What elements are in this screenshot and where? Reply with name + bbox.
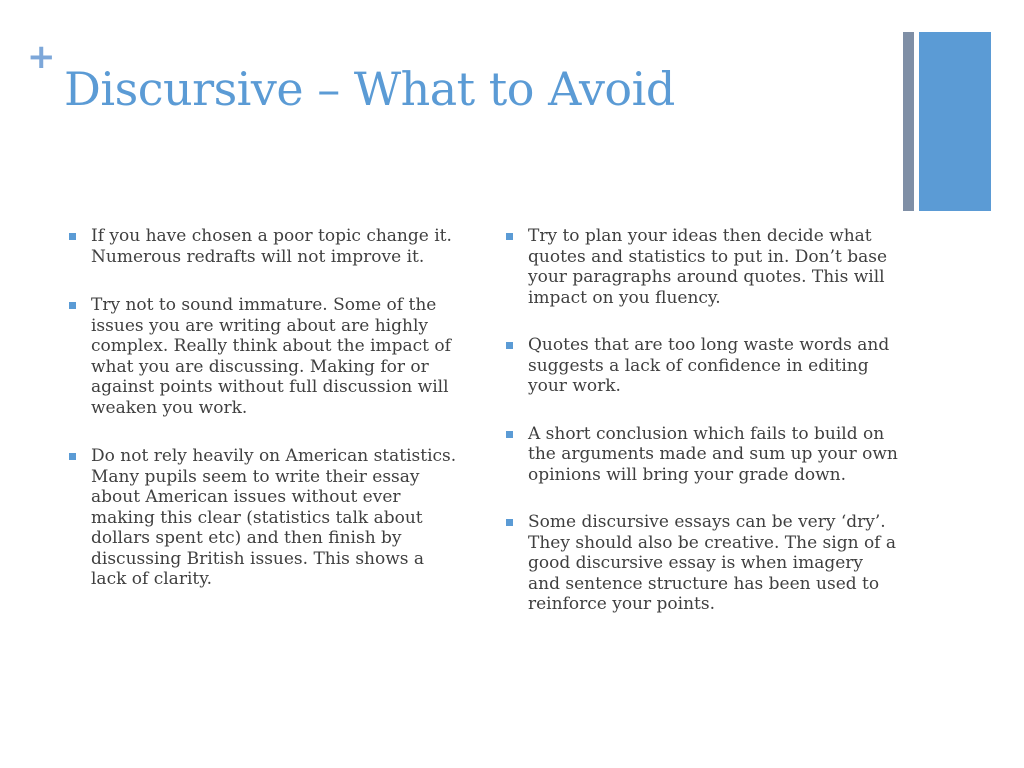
slide-title: Discursive – What to Avoid [64,62,675,116]
bullet-text: Try not to sound immature. Some of the issues you are writing about are highly complex. Really think about the impact of what you are discussing. Making for or against points without full discussion will weaken you work. [91,295,451,418]
bullet-item [68,295,460,418]
left-bullet-column [68,226,460,618]
square-bullet-icon [506,519,513,526]
plus-icon: + [27,37,56,77]
bullet-item [505,226,900,308]
bullet-item [68,446,460,590]
decorative-bar-blue [919,32,991,211]
right-bullet-column [505,226,900,642]
bullet-item [505,512,900,615]
bullet-text: Some discursive essays can be very ‘dry’. They should also be creative. The sign of a good discursive essay is when imagery and sentence structure has been used to reinforce your points. [528,512,897,614]
bullet-item [505,424,900,486]
square-bullet-icon [69,233,76,240]
bullet-text: Quotes that are too long waste words and suggests a lack of confidence in editing your work. [528,335,890,396]
square-bullet-icon [69,453,76,460]
bullet-item [68,226,460,267]
bullet-text: A short conclusion which fails to build on the arguments made and sum up your own opinions will bring your grade down. [528,423,898,485]
bullet-item [505,335,900,397]
bullet-text: Try to plan your ideas then decide what quotes and statistics to put in. Don’t base your paragraphs around quotes. This will impact on you fluency. [528,226,888,308]
decorative-bar-gray [903,32,914,211]
square-bullet-icon [506,431,513,438]
bullet-text: Do not rely heavily on American statistics. Many pupils seem to write their essay about American issues without ever making this clear (statistics talk about dollars spent etc) and then finish by discussing British issues. This shows a lack of clarity. [91,446,457,589]
square-bullet-icon [506,342,513,349]
square-bullet-icon [506,233,513,240]
bullet-text: If you have chosen a poor topic change it. Numerous redrafts will not improve it. [91,226,452,267]
square-bullet-icon [69,302,76,309]
